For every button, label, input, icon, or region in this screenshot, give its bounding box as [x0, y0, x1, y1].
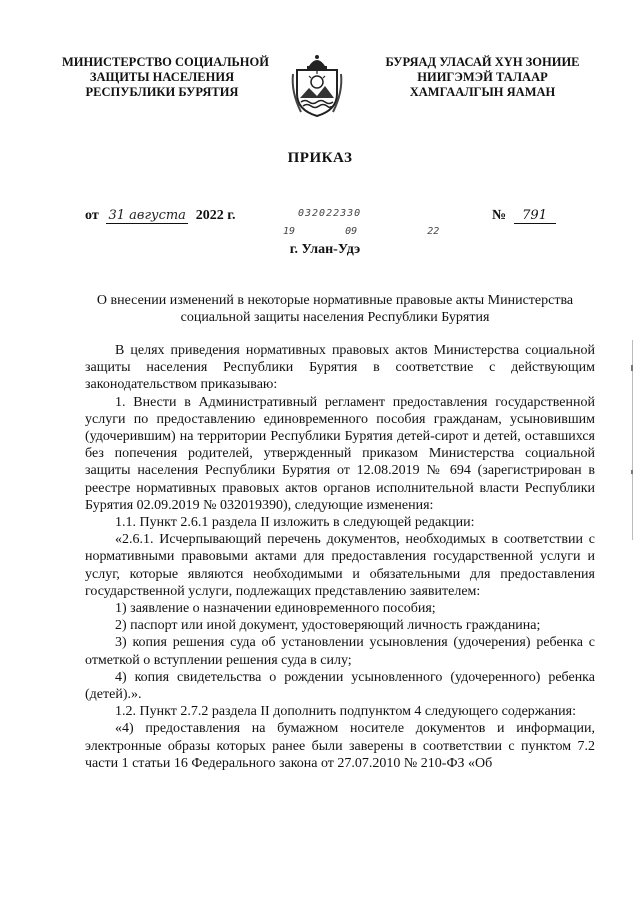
- paragraph-quote-2-6-1: «2.6.1. Исчерпывающий перечень документов, необходимых в соответствии с нормативными правовыми актами для предоставления государственной услуги и услуг, которые являются необходимыми и обязательными для предоставления государственной услуги, подлежащих представлению заявителем:: [85, 532, 595, 599]
- scan-artifact-dot: [631, 365, 633, 371]
- ministry-name-russian: [62, 55, 269, 100]
- paragraph-list-item-2: 2) паспорт или иной документ, удостоверяющий личность гражданина;: [115, 618, 541, 634]
- ministry-buryat-line-3: ХАМГААЛГЫН ЯАМАН: [409, 85, 556, 99]
- paragraph-quote-4: «4) предоставления на бумажном носителе документов и информации, электронные образы которых ранее были заверены в соответствии с пунктом 7.2 части 1 статьи 16 Федерального закона от 27.07.2010 № 210-ФЗ «Об: [85, 721, 595, 771]
- date-year: 2022 г.: [195, 208, 236, 223]
- number-label: №: [492, 208, 507, 223]
- ministry-name-buryat: [380, 55, 585, 100]
- paragraph-item-1-2: 1.2. Пункт 2.7.2 раздела II дополнить подпунктом 4 следующего содержания:: [115, 704, 576, 720]
- coat-of-arms-icon: [287, 52, 347, 120]
- ministry-line-1: МИНИСТЕРСТВО СОЦИАЛЬНОЙ: [62, 55, 269, 69]
- date-line: [85, 208, 235, 224]
- paragraph-list-item-3: 3) копия решения суда об установлении усыновления (удочерения) ребенка с отметкой о вступлении решения суда в силу;: [85, 635, 595, 668]
- ministry-line-3: РЕСПУБЛИКИ БУРЯТИЯ: [85, 85, 239, 99]
- document-title: ПРИКАЗ: [287, 150, 353, 166]
- stamp-year: 22: [427, 226, 440, 237]
- date-prefix: от: [85, 208, 99, 223]
- handwritten-number: 791: [514, 208, 556, 224]
- paragraph-list-item-4: 4) копия свидетельства о рождении усыновленного (удочеренного) ребенка (детей).».: [85, 669, 595, 703]
- stamp-month: 09: [345, 226, 358, 237]
- paragraph-preamble: В целях приведения нормативных правовых актов Министерства социальной защиты населения Республики Бурятия в соответствие с действующим законодательством приказываю:: [85, 343, 595, 393]
- stamp-day: 19: [283, 226, 296, 237]
- ministry-line-2: ЗАЩИТЫ НАСЕЛЕНИЯ: [89, 70, 235, 84]
- ministry-buryat-line-1: БУРЯАД УЛАСАЙ ХYН ЗОНИИЕ: [385, 55, 580, 69]
- paragraph-item-1: 1. Внести в Административный регламент предоставления государственной услуги по предоставлению единовременного пособия гражданам, усыновившим (удочерившим) на территории Республики Бурятия детей-сирот и детей, оставшихся без попечения родителей, утвержденный приказом Министерства социальной защиты населения Республики Бурятия от 12.08.2019 № 694 (зарегистрирован в реестре нормативных правовых актов органов исполнительной власти Республики Бурятия 02.09.2019 № 032019390), следующие изменения:: [85, 394, 595, 513]
- order-number-line: [492, 208, 556, 224]
- registration-stamp-date: [283, 226, 439, 237]
- scan-artifact-dot: [631, 470, 633, 474]
- paragraph-list-item-1: 1) заявление о назначении единовременного пособия;: [115, 601, 436, 617]
- paragraph-item-1-1: 1.1. Пункт 2.6.1 раздела II изложить в следующей редакции:: [115, 515, 475, 531]
- city-line: г. Улан-Удэ: [289, 242, 361, 257]
- registration-stamp-code: 032022330: [298, 208, 362, 219]
- handwritten-date: 31 августа: [106, 208, 188, 224]
- document-subject: О внесении изменений в некоторые нормативные правовые акты Министерства социальной защиты населения Республики Бурятия: [96, 293, 574, 325]
- document-body: [85, 342, 595, 772]
- ministry-buryat-line-2: НИИГЭМЭЙ ТАЛААР: [417, 70, 548, 84]
